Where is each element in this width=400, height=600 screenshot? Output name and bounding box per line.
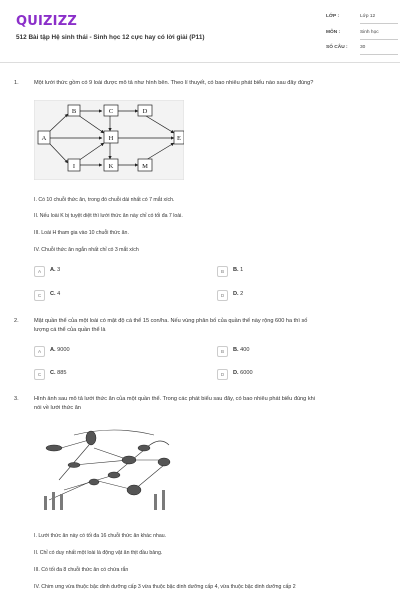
option-label: B. [233, 267, 239, 273]
plant-icon [44, 496, 47, 510]
node-label-b: B [71, 108, 77, 115]
meta-class-value: Lớp 12 [360, 14, 376, 19]
worksheet-header [0, 0, 400, 63]
mouse-icon [108, 472, 120, 478]
rabbit-icon [127, 485, 141, 495]
question-3-statement-4: IV. Chim ưng vừa thuộc bậc dinh dưỡng cấp 3 vừa thuộc bậc dinh dưỡng cấp 4, vừa thuộc bậc dinh dưỡng cấp 2 [34, 584, 296, 590]
fox-icon [158, 458, 170, 466]
question-3-text-line: Hình ảnh sau mô tả lưới thức ăn của một quần thể. Trong các phát biểu sau đây, có bao nhiêu phát biểu đúng khi [34, 396, 315, 402]
question-1-option-d[interactable] [217, 290, 367, 302]
option-label: D. [233, 370, 239, 376]
option-letter-box: D [217, 369, 228, 380]
option-label: B. [233, 347, 239, 353]
meta-count-value: 30 [360, 45, 366, 50]
option-letter-box: B [217, 346, 228, 357]
option-label: A. [50, 267, 56, 273]
node-label-c: C [108, 108, 114, 115]
question-2-option-c[interactable] [34, 369, 184, 381]
option-label: D. [233, 291, 239, 297]
option-value: 4 [57, 291, 61, 297]
question-1-text: Một lưới thức gồm có 9 loài được mô tả như hình bên. Theo lí thuyết, có bao nhiêu phát biểu nào sau đây đúng? [34, 80, 314, 86]
question-1-number: 1. [14, 80, 19, 86]
meta-count-label: SỐ CÂU : [326, 45, 348, 50]
question-3-number: 3. [14, 396, 19, 402]
option-letter-box: D [217, 290, 228, 301]
meta-underline [360, 23, 398, 24]
option-value: 400 [240, 347, 250, 353]
question-2-text [34, 317, 384, 335]
bird-icon [46, 445, 62, 451]
option-value: 3 [57, 267, 61, 273]
question-3-statement-1: I. Lưới thức ăn này có tối đa 16 chuỗi thức ăn khác nhau. [34, 533, 167, 539]
node-label-e: E [177, 135, 181, 142]
question-1-statement-2: II. Nếu loài K bị tuyệt diệt thì lưới thức ăn này chỉ có tối đa 7 loài. [34, 213, 183, 219]
question-2-option-d[interactable] [217, 369, 367, 381]
question-1-option-a[interactable] [34, 266, 184, 278]
option-value: 6000 [240, 370, 253, 376]
question-1-statement-1: I. Có 10 chuỗi thức ăn, trong đó chuỗi dài nhất có 7 mắt xích. [34, 197, 175, 203]
option-letter-box: A [34, 266, 45, 277]
question-2-text-line: lượng cá thể của quần thể là [34, 327, 106, 333]
meta-class-label: LỚP : [326, 14, 340, 19]
option-letter-box: A [34, 346, 45, 357]
node-label-d: D [142, 108, 148, 115]
meta-subject-value: Sinh học [360, 30, 379, 35]
question-3-statement-3: III. Có tối đa 8 chuỗi thức ăn có chứa rắn [34, 567, 129, 573]
question-2-option-b[interactable] [217, 346, 367, 358]
food-web-diagram-1 [34, 100, 184, 180]
node-label-h: H [108, 135, 114, 142]
meta-underline [360, 54, 398, 55]
question-3-text-line: nói về lưới thức ăn [34, 405, 81, 411]
option-label: A. [50, 347, 56, 353]
question-1-option-b[interactable] [217, 266, 367, 278]
brand-logo: QUIZIZZ [16, 14, 77, 29]
owl-icon [86, 431, 96, 445]
question-1-statement-3: III. Loài H tham gia vào 10 chuỗi thức ăn. [34, 230, 129, 236]
insect-icon [68, 463, 80, 468]
hawk-icon [138, 445, 150, 451]
meta-underline [360, 39, 398, 40]
plant-icon [60, 494, 63, 510]
meta-subject-label: MÔN : [326, 30, 341, 35]
food-web-illustration [34, 420, 184, 512]
illustration-background [34, 420, 184, 512]
node-label-k: K [108, 163, 114, 170]
question-1-statement-4: IV. Chuỗi thức ăn ngắn nhất chỉ có 3 mắt xích [34, 247, 139, 253]
snake-icon [122, 456, 136, 464]
frog-icon [89, 479, 99, 485]
plant-icon [52, 492, 55, 510]
option-value: 9000 [57, 347, 70, 353]
node-label-m: M [142, 163, 148, 170]
page-title: 512 Bài tập Hệ sinh thái - Sinh học 12 cực hay có lời giải (P11) [16, 34, 205, 41]
node-label-i: I [72, 163, 76, 170]
question-3-text [34, 395, 384, 413]
option-label: C. [50, 291, 56, 297]
plant-icon [162, 490, 165, 510]
option-value: 885 [57, 370, 67, 376]
question-2-text-line: Mật quần thể của một loài có mật độ cá thể 15 con/ha. Nếu vùng phân bố của quần thể này rộng 600 ha thì số [34, 318, 308, 324]
question-1-option-c[interactable] [34, 290, 184, 302]
question-2-option-a[interactable] [34, 346, 184, 358]
option-letter-box: C [34, 290, 45, 301]
plant-icon [154, 494, 157, 510]
question-3-statement-2: II. Chỉ có duy nhất một loài là động vật ăn thịt đầu bảng. [34, 550, 163, 556]
option-label: C. [50, 370, 56, 376]
option-value: 1 [240, 267, 244, 273]
option-value: 2 [240, 291, 244, 297]
question-2-number: 2. [14, 318, 19, 324]
option-letter-box: B [217, 266, 228, 277]
option-letter-box: C [34, 369, 45, 380]
node-label-a: A [41, 135, 47, 142]
